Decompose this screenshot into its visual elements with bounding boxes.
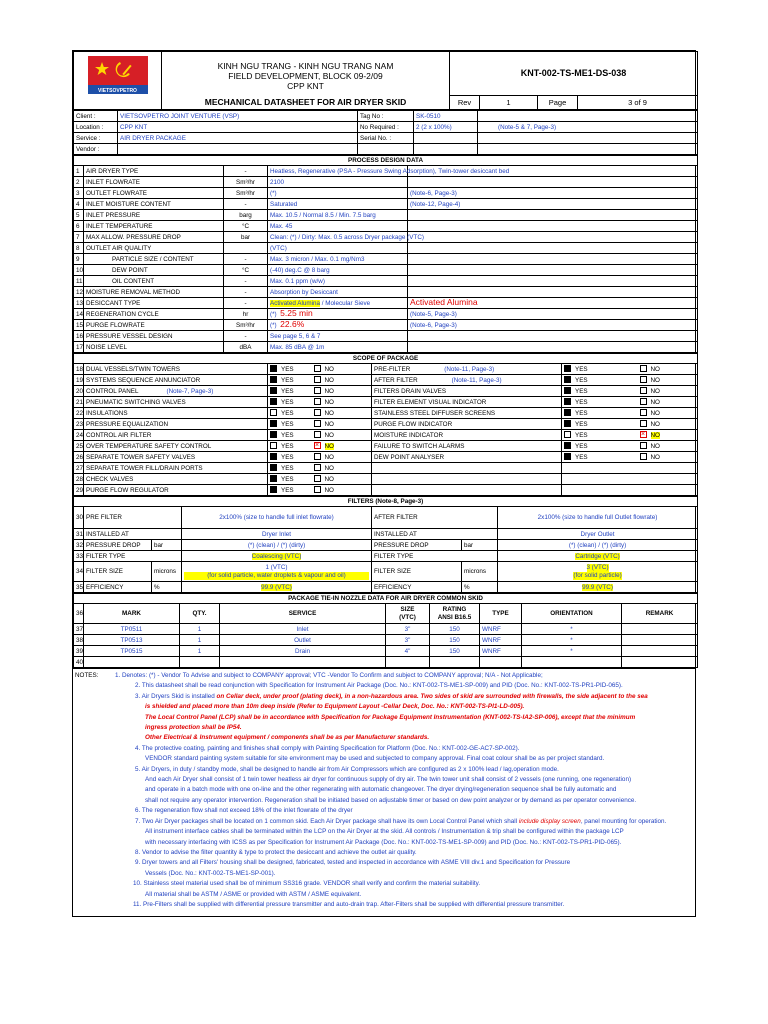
note-line: Other Electrical & Instrument equipment / components shall be as per Manufacturer standards.: [145, 734, 430, 742]
checkbox-no: [314, 486, 321, 493]
checkbox-yes: [270, 420, 277, 427]
filter-row: 32 PRESSURE DROP bar (*) (clean) / (*) (dirty) PRESSURE DROP bar (*) (clean) / (*) (dirty): [74, 540, 698, 551]
location-label: Location :: [74, 122, 118, 133]
note-line: 2. This datasheet shall be read conjunction with Specification for Instrument Air Package (Doc. No.: KNT-002-TS-ME1-SP-009) and PID (Doc. No.: KNT-002-TS-PR1-PID-065).: [135, 682, 623, 690]
checkbox-no: [314, 387, 321, 394]
page-label: Page: [538, 96, 578, 110]
service-label: Service :: [74, 133, 118, 144]
checkbox-no: [314, 365, 321, 372]
scope-row: 21 PNEUMATIC SWITCHING VALVES YES NO FILTER ELEMENT VISUAL INDICATOR YES NO: [74, 397, 698, 408]
checkbox-yes: [564, 442, 571, 449]
process-row: 10 DEW POINT °C (-40) deg.C @ 8 barg: [74, 265, 698, 276]
checkbox-yes: [270, 486, 277, 493]
checkbox-yes: [564, 420, 571, 427]
process-row: 16 PRESSURE VESSEL DESIGN - See page 5, 6 & 7: [74, 331, 698, 342]
checkbox-yes: [564, 453, 571, 460]
info-table: [73, 110, 698, 155]
checkbox-yes: [564, 376, 571, 383]
checkbox-yes: [270, 387, 277, 394]
checkbox-no: [314, 453, 321, 460]
note-line: is shielded and placed more than 10m deep inside (Refer to Equipment Layout -Cellar Deck, Doc. No.: KNT-002-TS-PI1-LD-005).: [145, 703, 525, 711]
rev-value: 1: [480, 96, 538, 110]
nozzle-row: 39 TP0515 1 Drain 4" 150 WNRF *: [74, 646, 698, 657]
checkbox-yes: [270, 475, 277, 482]
filter-row: 34 FILTER SIZE microns 1 (VTC) (for solid particle, water droplets & vapour and oil) FILTER SIZE microns 3 (VTC) (for solid particle): [74, 562, 698, 582]
header-table: [73, 51, 698, 110]
process-row: 13 DESICCANT TYPE - Activated Alumina / Molecular Sieve Activated Alumina: [74, 298, 698, 309]
scope-row: 20 CONTROL PANEL (Note-7, Page-3) YES NO FILTERS DRAIN VALVES YES NO: [74, 386, 698, 397]
note-line: 3. Air Dryers Skid is installed on Cellar deck, under proof (plating deck), in a non-hazardous area. Two sides of skid are surrounded with firewalls, the side adjacent to the sea: [135, 692, 648, 700]
note-line: and operate in a batch mode with one on-line and the other regenerating with automatic changeover. The dryer drying/regeneration sequence shall be fully automatic and: [145, 786, 617, 794]
note-line: 6. The regeneration flow shall not exceed 18% of the inlet flowrate of the dryer: [135, 807, 353, 815]
company-logo: [74, 52, 162, 110]
checkbox-yes: [564, 398, 571, 405]
process-row: 8 OUTLET AIR QUALITY (VTC): [74, 243, 698, 254]
scope-row: 22 INSULATIONS YES NO STAINLESS STEEL DIFFUSER SCREENS YES NO: [74, 408, 698, 419]
scope-row: 25 OVER TEMPERATURE SAFETY CONTROL YES × NO FAILURE TO SWITCH ALARMS YES NO: [74, 441, 698, 452]
datasheet-title: MECHANICAL DATASHEET FOR AIR DRYER SKID: [162, 96, 450, 110]
page-value: 3 of 9: [578, 96, 698, 110]
process-row: 4 INLET MOISTURE CONTENT - Saturated (Note-12, Page-4): [74, 199, 698, 210]
scope-table: [73, 353, 698, 496]
checkbox-no: [314, 464, 321, 471]
datasheet: [72, 50, 696, 917]
checkbox-yes: [270, 453, 277, 460]
checkbox-yes: [270, 376, 277, 383]
filter-row: 30 PRE FILTER 2x100% (size to handle full inlet flowrate) AFTER FILTER 2x100% (size to handle full Outlet flowrate): [74, 507, 698, 529]
noreq-note: (Note-5 & 7, Page-3): [478, 122, 698, 133]
vendor-label: Vendor :: [74, 144, 118, 155]
checkbox-no: ×: [314, 442, 320, 450]
process-row: 1 AIR DRYER TYPE - Heatless, Regenerative (PSA - Pressure Swing Adsorption), Twin-tower desiccant bed: [74, 166, 698, 177]
project-title: [162, 52, 450, 96]
checkbox-yes: [270, 431, 277, 438]
checkbox-yes: [270, 442, 277, 449]
filters-table: [73, 496, 698, 593]
filter-row: 31 INSTALLED AT Dryer Inlet INSTALLED AT Dryer Outlet: [74, 529, 698, 540]
note-line: ingress protection shall be IP54.: [145, 724, 242, 732]
process-row: 11 OIL CONTENT - Max. 0.1 ppm (w/w): [74, 276, 698, 287]
noreq-value: 2 (2 x 100%): [414, 122, 478, 133]
client-value: VIETSOVPETRO JOINT VENTURE (VSP): [118, 111, 358, 122]
company-name: VIETSOVPETRO: [98, 88, 137, 94]
checkbox-yes: [564, 431, 571, 438]
checkbox-no: [640, 442, 647, 449]
note-line: 5. Air Dryers, in duty / standby mode, shall be designed to handle air from Air Compressors which are configured as 2 x 100% lead / lag,operation mode.: [135, 765, 559, 773]
notes-section: [73, 668, 695, 916]
checkbox-no: ×: [640, 431, 646, 439]
project-line-3: CPP KNT: [287, 80, 324, 91]
nozzle-section-title: PACKAGE TIE-IN NOZZLE DATA FOR AIR DRYER COMMON SKID: [74, 594, 698, 604]
process-section-title: PROCESS DESIGN DATA: [74, 156, 698, 166]
checkbox-no: [640, 420, 647, 427]
scope-section-title: SCOPE OF PACKAGE: [74, 354, 698, 364]
desiccant-selected: Activated Alumina: [270, 299, 321, 307]
checkbox-no: [640, 365, 647, 372]
checkbox-yes: [270, 365, 277, 372]
client-label: Client :: [74, 111, 118, 122]
project-line-1: KINH NGU TRANG - KINH NGU TRANG NAM: [217, 60, 394, 71]
process-row: 2 INLET FLOWRATE Sm³/hr 2100: [74, 177, 698, 188]
note-line: All material shall be ASTM / ASME or provided with ASTM / ASME equivalent.: [145, 890, 362, 898]
note-line: 11. Pre-Filters shall be supplied with differential pressure transmitter and auto-drain trap. After-Filters shall be supplied with differential pressure transmitter.: [133, 900, 565, 908]
desiccant-red-note: Activated Alumina: [410, 297, 478, 307]
filter-row: 33 FILTER TYPE Coalescing (VTC) FILTER TYPE Cartridge (VTC): [74, 551, 698, 562]
scope-row: 28 CHECK VALVES YES NO: [74, 474, 698, 485]
note-line: Vessels (Doc. No.: KNT-002-TS-ME1-SP-001).: [145, 869, 276, 877]
checkbox-yes: [564, 409, 571, 416]
scope-row: 27 SEPARATE TOWER FILL/DRAIN PORTS YES NO: [74, 463, 698, 474]
scope-row: 18 DUAL VESSELS/TWIN TOWERS YES NO PRE-FILTER (Note-11, Page-3) YES NO: [74, 364, 698, 375]
nozzle-header-row: 36 MARK QTY. SERVICE SIZE (VTC) RATING ANSI B16.5 TYPE ORIENTATION REMARK: [74, 604, 698, 624]
note-line: 8. Vendor to advise the filter quantity & type to protect the desiccant and achieve the outlet air quality.: [135, 848, 417, 856]
process-row: 3 OUTLET FLOWRATE Sm³/hr (*) (Note-6, Page-3): [74, 188, 698, 199]
rev-label: Rev: [450, 96, 480, 110]
checkbox-no: [314, 409, 321, 416]
note-line: And each Air Dryer shall consist of 1 twin tower heatless air dryer for continuous supply of dry air. The twin tower unit shall consist of 2 vessels (one running, one regeneration): [145, 776, 632, 784]
nozzle-row: 38 TP0513 1 Outlet 3" 150 WNRF *: [74, 635, 698, 646]
filters-section-title: FILTERS (Note-8, Page-3): [74, 497, 698, 507]
checkbox-no: [640, 409, 647, 416]
process-table: [73, 155, 698, 353]
process-row: 14 REGENERATION CYCLE hr (*) 5.25 min (Note-5, Page-3): [74, 309, 698, 320]
nozzle-row: 37 TP0511 1 Inlet 3" 150 WNRF *: [74, 624, 698, 635]
noreq-label: No Required :: [358, 122, 414, 133]
process-row: 17 NOISE LEVEL dBA Max. 85 dBA @ 1m: [74, 342, 698, 353]
note-line: 9. Dryer towers and all Filters' housing shall be designed, fabricated, tested and inspected in accordance with ASME VIII div.1 and Specification for Pressure: [135, 859, 571, 867]
checkbox-no: [640, 376, 647, 383]
checkbox-no: [640, 398, 647, 405]
checkbox-no: [640, 453, 647, 460]
filter-row: 35 EFFICIENCY % 99.9 (VTC) EFFICIENCY % 99.9 (VTC): [74, 582, 698, 593]
scope-row: 26 SEPARATE TOWER SAFETY VALVES YES NO DEW POINT ANALYSER YES NO: [74, 452, 698, 463]
checkbox-no: [314, 398, 321, 405]
note-line: 10. Stainless steel material used shall be of minimum SS316 grade. VENDOR shall verify and confirm the material suitability.: [133, 880, 481, 888]
tag-label: Tag No :: [358, 111, 414, 122]
scope-row: 19 SYSTEMS SEQUENCE ANNUNCIATOR YES NO AFTER FILTER (Note-11, Page-3) YES NO: [74, 375, 698, 386]
note-line: VENDOR standard painting system suitable for site environment may be used and subjected to company approval. Final coat colour shall be as per project standard.: [145, 755, 605, 763]
tag-value: SK-0510: [414, 111, 478, 122]
process-row: 9 PARTICLE SIZE / CONTENT - Max. 3 micron / Max. 0.1 mg/Nm3: [74, 254, 698, 265]
note-line: with necessary interfacing with ICSS as per Specification for Instrument Air Package (Doc. No.: KNT-002-TS-ME1-SP-009) and PID (Doc. No.: KNT-002-TS-PR1-PID-065).: [145, 838, 622, 846]
serial-label: Serial No. :: [358, 133, 414, 144]
scope-row: 23 PRESSURE EQUALIZATION YES NO PURGE FLOW INDICATOR YES NO: [74, 419, 698, 430]
process-row: 12 MOISTURE REMOVAL METHOD - Absorption by Desiccant: [74, 287, 698, 298]
document-number: KNT-002-TS-ME1-DS-038: [450, 52, 698, 96]
checkbox-no: [640, 387, 647, 394]
note-line: shall not require any operator intervention. Regeneration shall be initiated based on adjustable timer or based on dew point analyzer or by demand as per operator convenience.: [145, 796, 637, 804]
process-row: 6 INLET TEMPERATURE °C Max. 45: [74, 221, 698, 232]
checkbox-yes: [564, 387, 571, 394]
checkbox-no: [314, 376, 321, 383]
location-value: CPP KNT: [118, 122, 358, 133]
note-line: NOTES: 1. Denotes: (*) - Vendor To Advise and subject to COMPANY approval; VTC -Vendor To Confirm and subject to COMPANY approval; N/A - Not Applicable;: [75, 672, 543, 679]
project-line-2: FIELD DEVELOPMENT, BLOCK 09-2/09: [228, 70, 383, 81]
note-line: 7. Two Air Dryer packages shall be located on 1 common skid. Each Air Dryer package shall have its own Local Control Panel which shall include display screen, panel mounting for operation.: [135, 817, 667, 825]
checkbox-no: [314, 431, 321, 438]
checkbox-yes: [270, 409, 277, 416]
checkbox-yes: [270, 398, 277, 405]
nozzle-table: [73, 593, 698, 668]
nozzle-row: 40: [74, 657, 698, 668]
process-row: 7 MAX ALLOW. PRESSURE DROP bar Clean: (*) / Dirty: Max. 0.5 across Dryer package (VTC): [74, 232, 698, 243]
scope-row: 29 PURGE FLOW REGULATOR YES NO: [74, 485, 698, 496]
checkbox-yes: [564, 365, 571, 372]
note-line: The Local Control Panel (LCP) shall be in accordance with Specification for Package Equipment Instrumentation (KNT-002-TS-IA2-SP-006), except that the minimum: [145, 713, 636, 721]
checkbox-no: [314, 475, 321, 482]
checkbox-yes: [270, 464, 277, 471]
regen-cycle-value: 5.25 min: [280, 308, 313, 318]
process-row: 5 INLET PRESSURE barg Max. 10.5 / Normal 8.5 / Min. 7.5 barg: [74, 210, 698, 221]
checkbox-no: [314, 420, 321, 427]
scope-row: 24 CONTROL AIR FILTER YES NO MOISTURE INDICATOR YES × NO: [74, 430, 698, 441]
service-value: AIR DRYER PACKAGE: [118, 133, 358, 144]
note-line: All instrument interface cables shall be terminated within the LCP on the Air Dryer at the skid. All controls / Instrumentation & trip shall be configured within the package LCP: [145, 828, 624, 836]
purge-flow-value: 22.6%: [280, 319, 305, 329]
note-line: 4. The protective coating, painting and finishes shall comply with Painting Specification for Platform (Doc. No.: KNT-002-GE-AC7-SP-002).: [135, 744, 520, 752]
process-row: 15 PURGE FLOWRATE Sm³/hr (*) 22.6% (Note-6, Page-3): [74, 320, 698, 331]
